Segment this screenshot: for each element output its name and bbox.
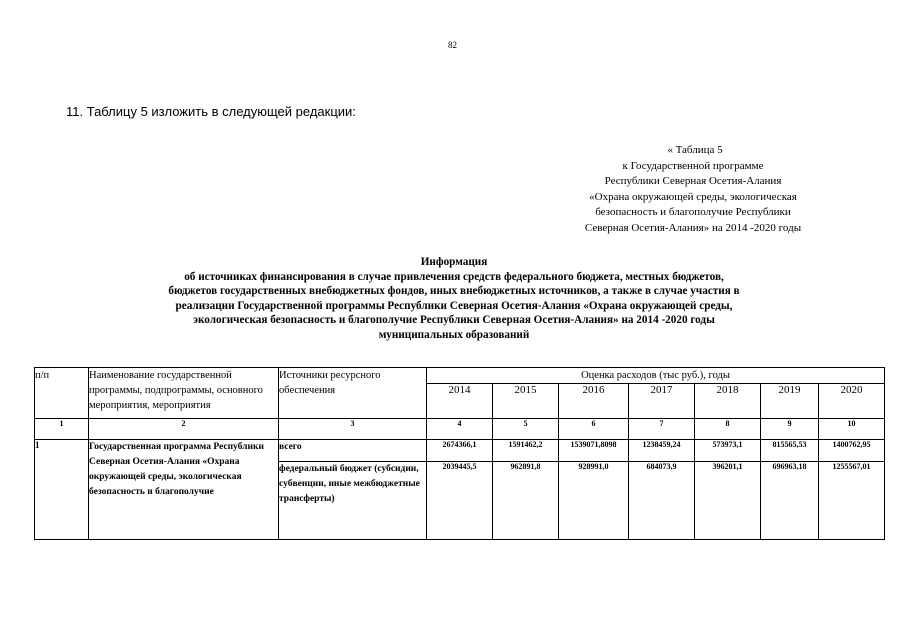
value-cell: 573973,1 — [695, 440, 761, 462]
header-year: 2015 — [493, 384, 559, 419]
column-number: 9 — [761, 419, 819, 440]
program-name: Государственная программа Республики Северная Осетия-Алания «Охрана окружающей среды, экологическая безопасность и благополучие — [89, 440, 279, 540]
appendix-line: безопасность и благополучие Республики — [595, 206, 791, 218]
value-cell: 696963,18 — [761, 462, 819, 540]
title-line: бюджетов государственных внебюджетных фондов, иных внебюджетных источников, а также в случае участия в — [168, 285, 740, 298]
column-number: 6 — [559, 419, 629, 440]
header-year: 2018 — [695, 384, 761, 419]
header-year: 2014 — [427, 384, 493, 419]
value-cell: 1591462,2 — [493, 440, 559, 462]
column-number: 8 — [695, 419, 761, 440]
value-cell: 815565,53 — [761, 440, 819, 462]
title-line: экологическая безопасность и благополучие Республики Северная Осетия-Алания» на 2014 -2020 годы — [193, 314, 715, 327]
column-number: 7 — [629, 419, 695, 440]
header-year: 2020 — [819, 384, 885, 419]
column-number: 2 — [89, 419, 279, 440]
value-cell: 684073,9 — [629, 462, 695, 540]
header-cell-number: п/п — [35, 368, 89, 419]
value-cell: 396201,1 — [695, 462, 761, 540]
value-cell: 1255567,01 — [819, 462, 885, 540]
value-cell: 962891,8 — [493, 462, 559, 540]
title-line: муниципальных образований — [378, 328, 530, 341]
appendix-line: Республики Северная Осетия-Алания — [604, 175, 782, 187]
column-number: 3 — [279, 419, 427, 440]
row-number: 1 — [35, 440, 89, 540]
appendix-line: «Охрана окружающей среды, экологическая — [589, 190, 797, 203]
title-line: Информация — [420, 256, 488, 268]
appendix-line: Северная Осетия-Алания» на 2014 -2020 годы — [584, 221, 802, 234]
header-cell-name: Наименование государственной программы, подпрограммы, основного мероприятия, мероприятия — [89, 368, 279, 419]
value-cell: 2674366,1 — [427, 440, 493, 462]
column-number: 4 — [427, 419, 493, 440]
intro-text: 11. Таблицу 5 изложить в следующей редакции: — [66, 104, 356, 119]
appendix-line: к Государственной программе — [622, 159, 764, 172]
financing-table — [34, 367, 885, 540]
source-label: федеральный бюджет (субсидии, субвенции, иные межбюджетные трансферты) — [279, 462, 427, 540]
value-cell: 2039445,5 — [427, 462, 493, 540]
page-number: 82 — [448, 40, 457, 50]
column-number: 10 — [819, 419, 885, 440]
column-number: 5 — [493, 419, 559, 440]
title-line: реализации Государственной программы Республики Северная Осетия-Алания «Охрана окружающей среды, — [175, 299, 733, 312]
document-title — [40, 255, 868, 343]
header-year: 2017 — [629, 384, 695, 419]
column-number: 1 — [35, 419, 89, 440]
value-cell: 1400762,95 — [819, 440, 885, 462]
title-line: об источниках финансирования в случае привлечения средств федерального бюджета, местных бюджетов, — [184, 270, 724, 283]
header-year: 2019 — [761, 384, 819, 419]
header-cell-estimate: Оценка расходов (тыс руб.), годы — [427, 368, 885, 384]
value-cell: 1539071,8098 — [559, 440, 629, 462]
header-cell-sources: Источники ресурсного обеспечения — [279, 368, 427, 419]
appendix-heading — [548, 143, 838, 236]
appendix-line: « Таблица 5 — [667, 144, 723, 156]
value-cell: 928991,0 — [559, 462, 629, 540]
value-cell: 1238459,24 — [629, 440, 695, 462]
source-label: всего — [279, 440, 427, 462]
header-year: 2016 — [559, 384, 629, 419]
